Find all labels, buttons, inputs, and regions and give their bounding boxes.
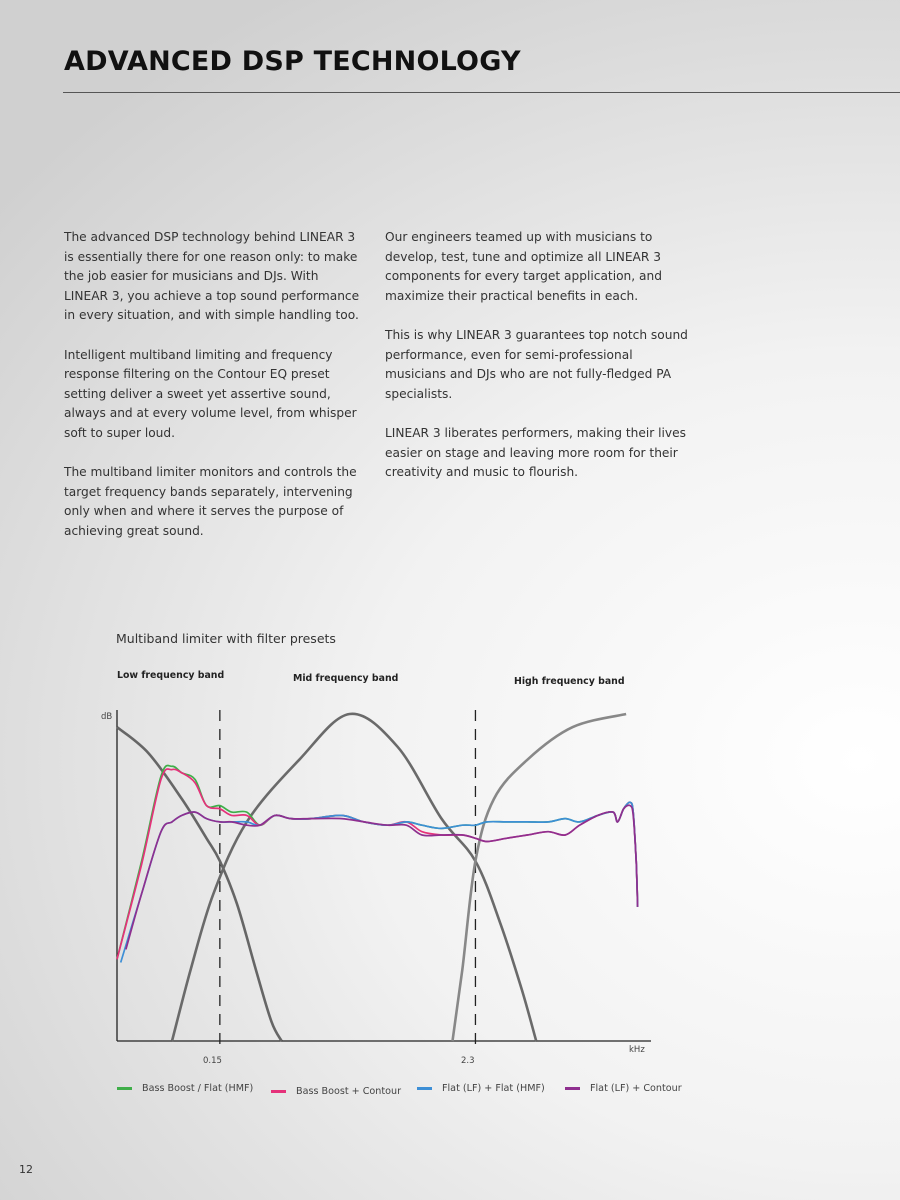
frequency-response-chart bbox=[0, 650, 900, 1075]
paragraph: Intelligent multiband limiting and frequency response filtering on the Contour EQ preset setting deliver a sweet yet assertive sound, always and at every volume level, from whisper soft to super loud. bbox=[64, 347, 357, 440]
paragraph: The multiband limiter monitors and controls the target frequency bands separately, intervening only when and where it serves the purpose of achieving great sound. bbox=[64, 465, 357, 538]
band-label-low: Low frequency band bbox=[117, 670, 225, 681]
paragraph: This is why LINEAR 3 guarantees top notch sound performance, even for semi-professional musicians and DJs who are not fully-fledged PA specialists. bbox=[385, 327, 688, 401]
series-line bbox=[117, 765, 638, 959]
chart-title: Multiband limiter with filter presets bbox=[116, 631, 336, 646]
text-column-right bbox=[385, 228, 690, 502]
paragraph: The advanced DSP technology behind LINEAR 3 is essentially there for one reason only: to make the job easier for musicians and DJs. With LINEAR 3, you achieve a top sound performance in every situation, and with simple handling too. bbox=[64, 230, 360, 323]
legend-label: Flat (LF) + Contour bbox=[590, 1083, 682, 1094]
x-tick-label: 0.15 bbox=[203, 1056, 222, 1066]
band-label-high: High frequency band bbox=[514, 676, 625, 687]
legend-swatch bbox=[271, 1090, 286, 1093]
text-column-left bbox=[64, 228, 364, 561]
legend-label: Flat (LF) + Flat (HMF) bbox=[442, 1083, 545, 1094]
legend-item bbox=[271, 1086, 401, 1097]
page-title: ADVANCED DSP TECHNOLOGY bbox=[64, 46, 521, 77]
legend-swatch bbox=[117, 1087, 132, 1090]
band-curve bbox=[453, 714, 627, 1041]
band-curve bbox=[117, 727, 282, 1041]
y-axis-label: dB bbox=[101, 712, 113, 722]
paragraph: LINEAR 3 liberates performers, making their lives easier on stage and leaving more room for their creativity and music to flourish. bbox=[385, 425, 686, 480]
legend-item bbox=[565, 1083, 682, 1094]
page-number: 12 bbox=[19, 1163, 33, 1176]
legend-swatch bbox=[417, 1087, 432, 1090]
band-label-mid: Mid frequency band bbox=[293, 673, 399, 684]
legend-swatch bbox=[565, 1087, 580, 1090]
title-rule bbox=[63, 92, 900, 93]
series-line bbox=[117, 769, 638, 959]
x-tick-label: 2.3 bbox=[461, 1056, 475, 1066]
x-axis-label: kHz bbox=[629, 1045, 645, 1055]
legend-item bbox=[417, 1083, 545, 1094]
legend-label: Bass Boost / Flat (HMF) bbox=[142, 1083, 254, 1094]
legend-label: Bass Boost + Contour bbox=[296, 1086, 402, 1097]
plot-area bbox=[117, 710, 638, 1047]
paragraph: Our engineers teamed up with musicians to develop, test, tune and optimize all LINEAR 3 components for every target application, and maximize their practical benefits in each. bbox=[385, 230, 662, 303]
legend-item bbox=[117, 1083, 253, 1094]
